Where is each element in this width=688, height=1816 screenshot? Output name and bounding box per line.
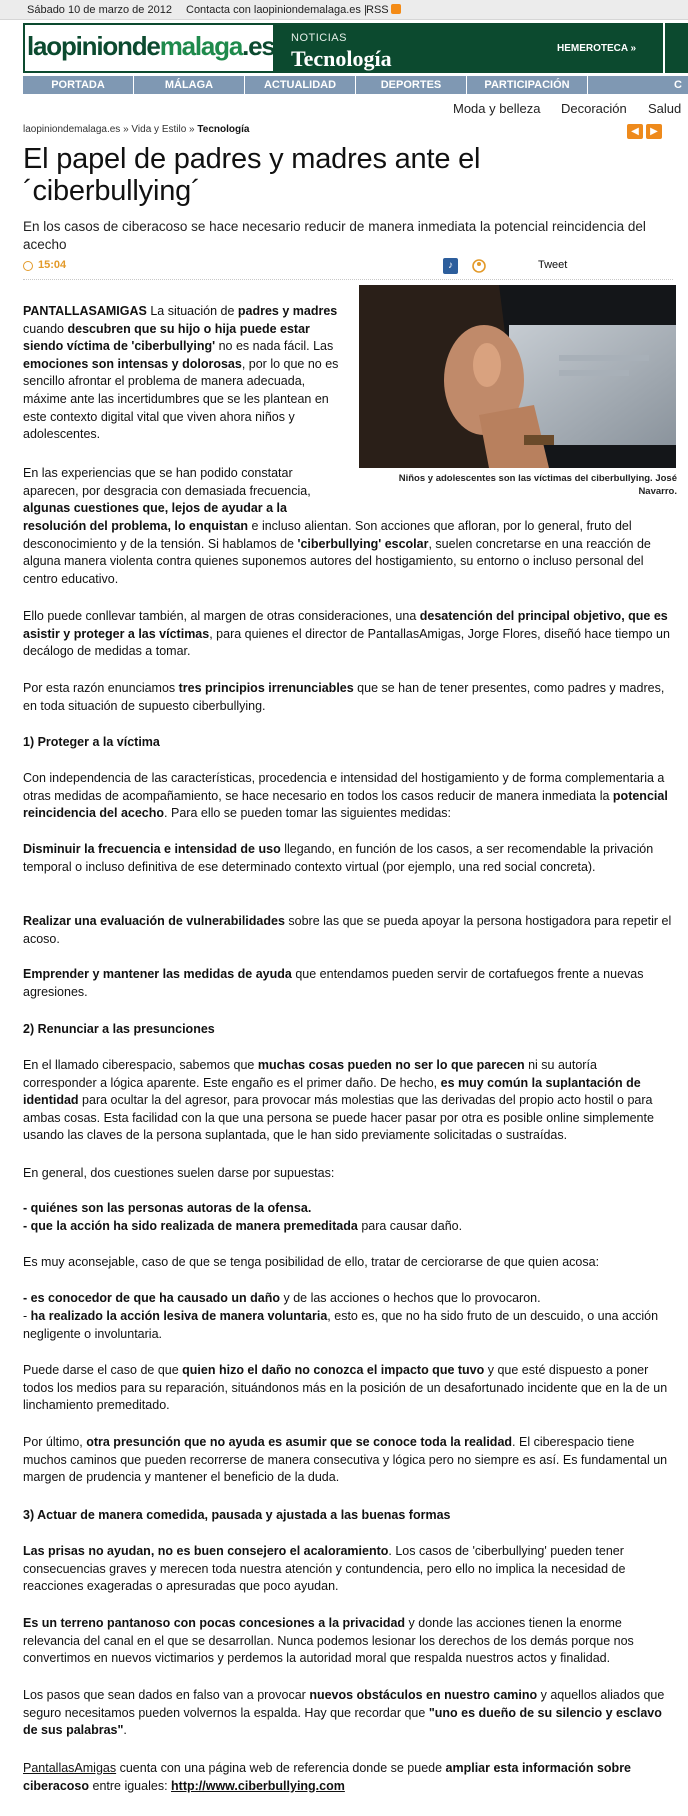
body-paragraph: En general, dos cuestiones suelen darse por supuestas: [23,1166,335,1180]
breadcrumb [23,124,249,135]
list-item: - ha realizado la acción lesiva de manera voluntaria, esto es, que no ha sido fruto de un descuido, o una acción negligente o involuntaria. [23,1309,659,1341]
section-heading-1: 1) Proteger a la víctima [23,735,160,749]
body-paragraph: PantallasAmigas cuenta con una página web de referencia donde se puede ampliar esta información sobre ciberacoso entre iguales: http://www.ciberbullying.com [23,1761,632,1793]
photo-illustration [359,285,676,468]
rss-icon[interactable] [391,4,401,14]
prev-article-button[interactable]: ◀ [627,124,643,139]
breadcrumb-separator: » [189,124,195,135]
top-bar [0,0,688,20]
section-title[interactable]: Tecnología [291,46,392,71]
list-item: - quiénes son las personas autoras de la ofensa. [23,1201,312,1215]
article-photo [359,285,676,468]
ciberbullying-link[interactable]: http://www.ciberbullying.com [171,1778,345,1793]
logo-container[interactable] [23,23,275,73]
subnav-salud[interactable]: Salud [648,101,682,116]
nav-item-malaga[interactable]: MÁLAGA [164,79,214,91]
rss-link[interactable] [366,4,401,16]
article-meta [23,258,673,280]
publish-time: 15:04 [38,259,67,271]
tweet-button[interactable]: Tweet [538,259,568,271]
article-headline: El papel de padres y madres ante el ´ciberbullying´ [23,143,481,207]
logo-accent[interactable]: malaga [159,31,243,61]
body-paragraph: Con independencia de las características, procedencia e intensidad del hostigamiento y de forma complementaria a otras medidas de acompañamiento, se hace necesario en todos los casos reducir de manera inmediata la potencial reincidencia del acecho. Para ello se pueden tomar las siguientes medidas: [23,771,668,821]
rss-label[interactable]: RSS [366,4,389,16]
current-date: Sábado 10 de marzo de 2012 [27,4,172,16]
body-paragraph: Emprender y mantener las medidas de ayuda que entendamos pueden servir de cortafuegos frente a nuevas agresiones. [23,967,644,999]
nav-item-actualidad[interactable]: ACTUALIDAD [263,79,337,91]
logo-prefix[interactable]: laopinionde [27,31,160,61]
body-paragraph: Es muy aconsejable, caso de que se tenga posibilidad de ello, tratar de cerciorarse de que quien acosa: [23,1255,600,1269]
subnav-decoracion[interactable]: Decoración [561,101,627,116]
body-paragraph: resolución del problema, lo enquistan e incluso alientan. Son acciones que afloran, por lo general, fruto del desconocimiento y de la tensión. Si hablamos de 'ciberbullying' escolar, suelen concretarse en una reacción de alguna manera violenta contra quienes suponemos autores del hostigamiento, su entorno o incluso personal del centro educativo. [23,519,651,586]
pantallasamigas-link[interactable]: PantallasAmigas [23,1761,117,1775]
meneame-icon[interactable] [471,258,487,274]
nav-item-deportes[interactable]: DEPORTES [380,79,442,91]
body-paragraph: Por último, otra presunción que no ayuda es asumir que se conoce toda la realidad. El ciberespacio tiene muchos caminos que pueden recorrerse de manera consecutiva y lógica pero no siempre es así. Es fundamental un margen de prudencia y mantener el beneficio de la duda. [23,1435,668,1485]
body-paragraph: Ello puede conllevar también, al margen de otras consideraciones, una desatención del principal objetivo, que es asistir y proteger a las víctimas, para quienes el director de PantallasAmigas, Jorge Flores, diseñó hace tiempo un decálogo de medidas a tomar. [23,609,670,659]
clock-icon [23,261,33,271]
breadcrumb-separator: » [123,124,129,135]
body-paragraph: En el llamado ciberespacio, sabemos que muchas cosas pueden no ser lo que parecen ni su autoría corresponder a lógica aparente. Este engaño es el primer daño. De hecho, es muy común la suplantación de identidad para ocultar la del agresor, para provocar más molestias que las derivadas del propio acto hostil o para ambas cosas. Esta facilidad con la que una persona se puede hacer pasar por otra es posible online simplemente usando las claves de la persona suplantada, que le han sido previamente solicitadas o sustraídas. [23,1058,654,1143]
hemeroteca-link[interactable]: HEMEROTECA » [557,43,637,54]
section-heading-2: 2) Renunciar a las presunciones [23,1022,215,1036]
body-paragraph: Por esta razón enunciamos tres principios irrenunciables que se han de tener presentes, como padres y madres, en toda situación de supuesto ciberbullying. [23,681,665,713]
breadcrumb-current[interactable]: Tecnología [197,124,250,135]
body-paragraph: Realizar una evaluación de vulnerabilidades sobre las que se pueda apoyar la persona hostigadora para repetir el acoso. [23,914,672,946]
section-kicker: NOTICIAS [291,32,347,44]
breadcrumb-section[interactable]: Vida y Estilo [131,124,187,135]
body-paragraph: Puede darse el caso de que quien hizo el daño no conozca el impacto que tuvo y que esté dispuesto a poner todos los medios para su reparación, situándonos más en la posición de un desafortunado incidente que en la de un linchamiento premeditado. [23,1363,668,1413]
body-paragraph: En las experiencias que se han podido constatar aparecen, por desgracia con demasiada frecuencia, algunas cuestiones que, lejos de ayudar a la [23,466,311,516]
nav-item-more[interactable]: C [674,79,682,91]
next-article-button[interactable]: ▶ [646,124,662,139]
main-nav [23,76,688,94]
body-paragraph: Los pasos que sean dados en falso van a provocar nuevos obstáculos en nuestro camino y aquellos aliados que seguro necesitamos pueden volvernos la espalda. Hay que recordar que "uno es dueño de su silencio y esclavo de sus palabras". [23,1688,665,1738]
logo-suffix[interactable]: .es [242,31,275,61]
list-item: - que la acción ha sido realizada de manera premeditada para causar daño. [23,1219,463,1233]
section-heading-3: 3) Actuar de manera comedida, pausada y ajustada a las buenas formas [23,1508,451,1522]
contact-link[interactable]: Contacta con laopiniondemalaga.es | [186,4,367,16]
share-icon[interactable]: ♪ [443,258,458,274]
subnav-moda[interactable]: Moda y belleza [453,101,541,116]
article-subtitle: En los casos de ciberacoso se hace necesario reducir de manera inmediata la potencial reincidencia del acecho [23,219,646,252]
photo-caption: Niños y adolescentes son las víctimas del ciberbullying. José Navarro. [398,473,677,497]
body-paragraph: Las prisas no ayudan, no es buen consejero el acaloramiento. Los casos de 'ciberbullying' pueden tener consecuencias graves y merecen toda nuestra atención y contundencia, pero ello no implica la necesidad de reacciones exageradas o apresuradas que poco ayudan. [23,1544,626,1594]
body-paragraph: Es un terreno pantanoso con pocas concesiones a la privacidad y donde las acciones tienen la enorme relevancia del canal en el que se desarrollan. Nunca podemos lesionar los derechos de los demás porque nos convertimos en nuevos victimarios y perdemos la autoridad moral que respalda nuestros actos y finalidad. [23,1616,634,1666]
body-paragraph: Disminuir la frecuencia e intensidad de uso llegando, en función de los casos, a ser recomendable la privación temporal o incluso definitiva de ese determinado contexto virtual (por ejemplo, una red social concreta). [23,842,654,874]
masthead-divider [663,23,665,73]
list-item: - es conocedor de que ha causado un daño y de las acciones o hechos que lo provocaron. [23,1291,541,1305]
masthead [23,23,688,73]
breadcrumb-home[interactable]: laopiniondemalaga.es [23,124,121,135]
site-logo[interactable] [27,31,275,62]
body-paragraph: PANTALLASAMIGAS La situación de padres y madres cuando descubren que su hijo o hija puede estar siendo víctima de 'ciberbullying' no es nada fácil. Las emociones son intensas y dolorosas, por lo que no es sencillo afrontar el problema de manera adecuada, máxime ante las incertidumbres que se les plantean en este contexto digital vital que viven ahora niños y adolescentes. [23,304,339,442]
nav-item-participacion[interactable]: PARTICIPACIÓN [484,79,570,91]
nav-item-portada[interactable]: PORTADA [51,79,105,91]
